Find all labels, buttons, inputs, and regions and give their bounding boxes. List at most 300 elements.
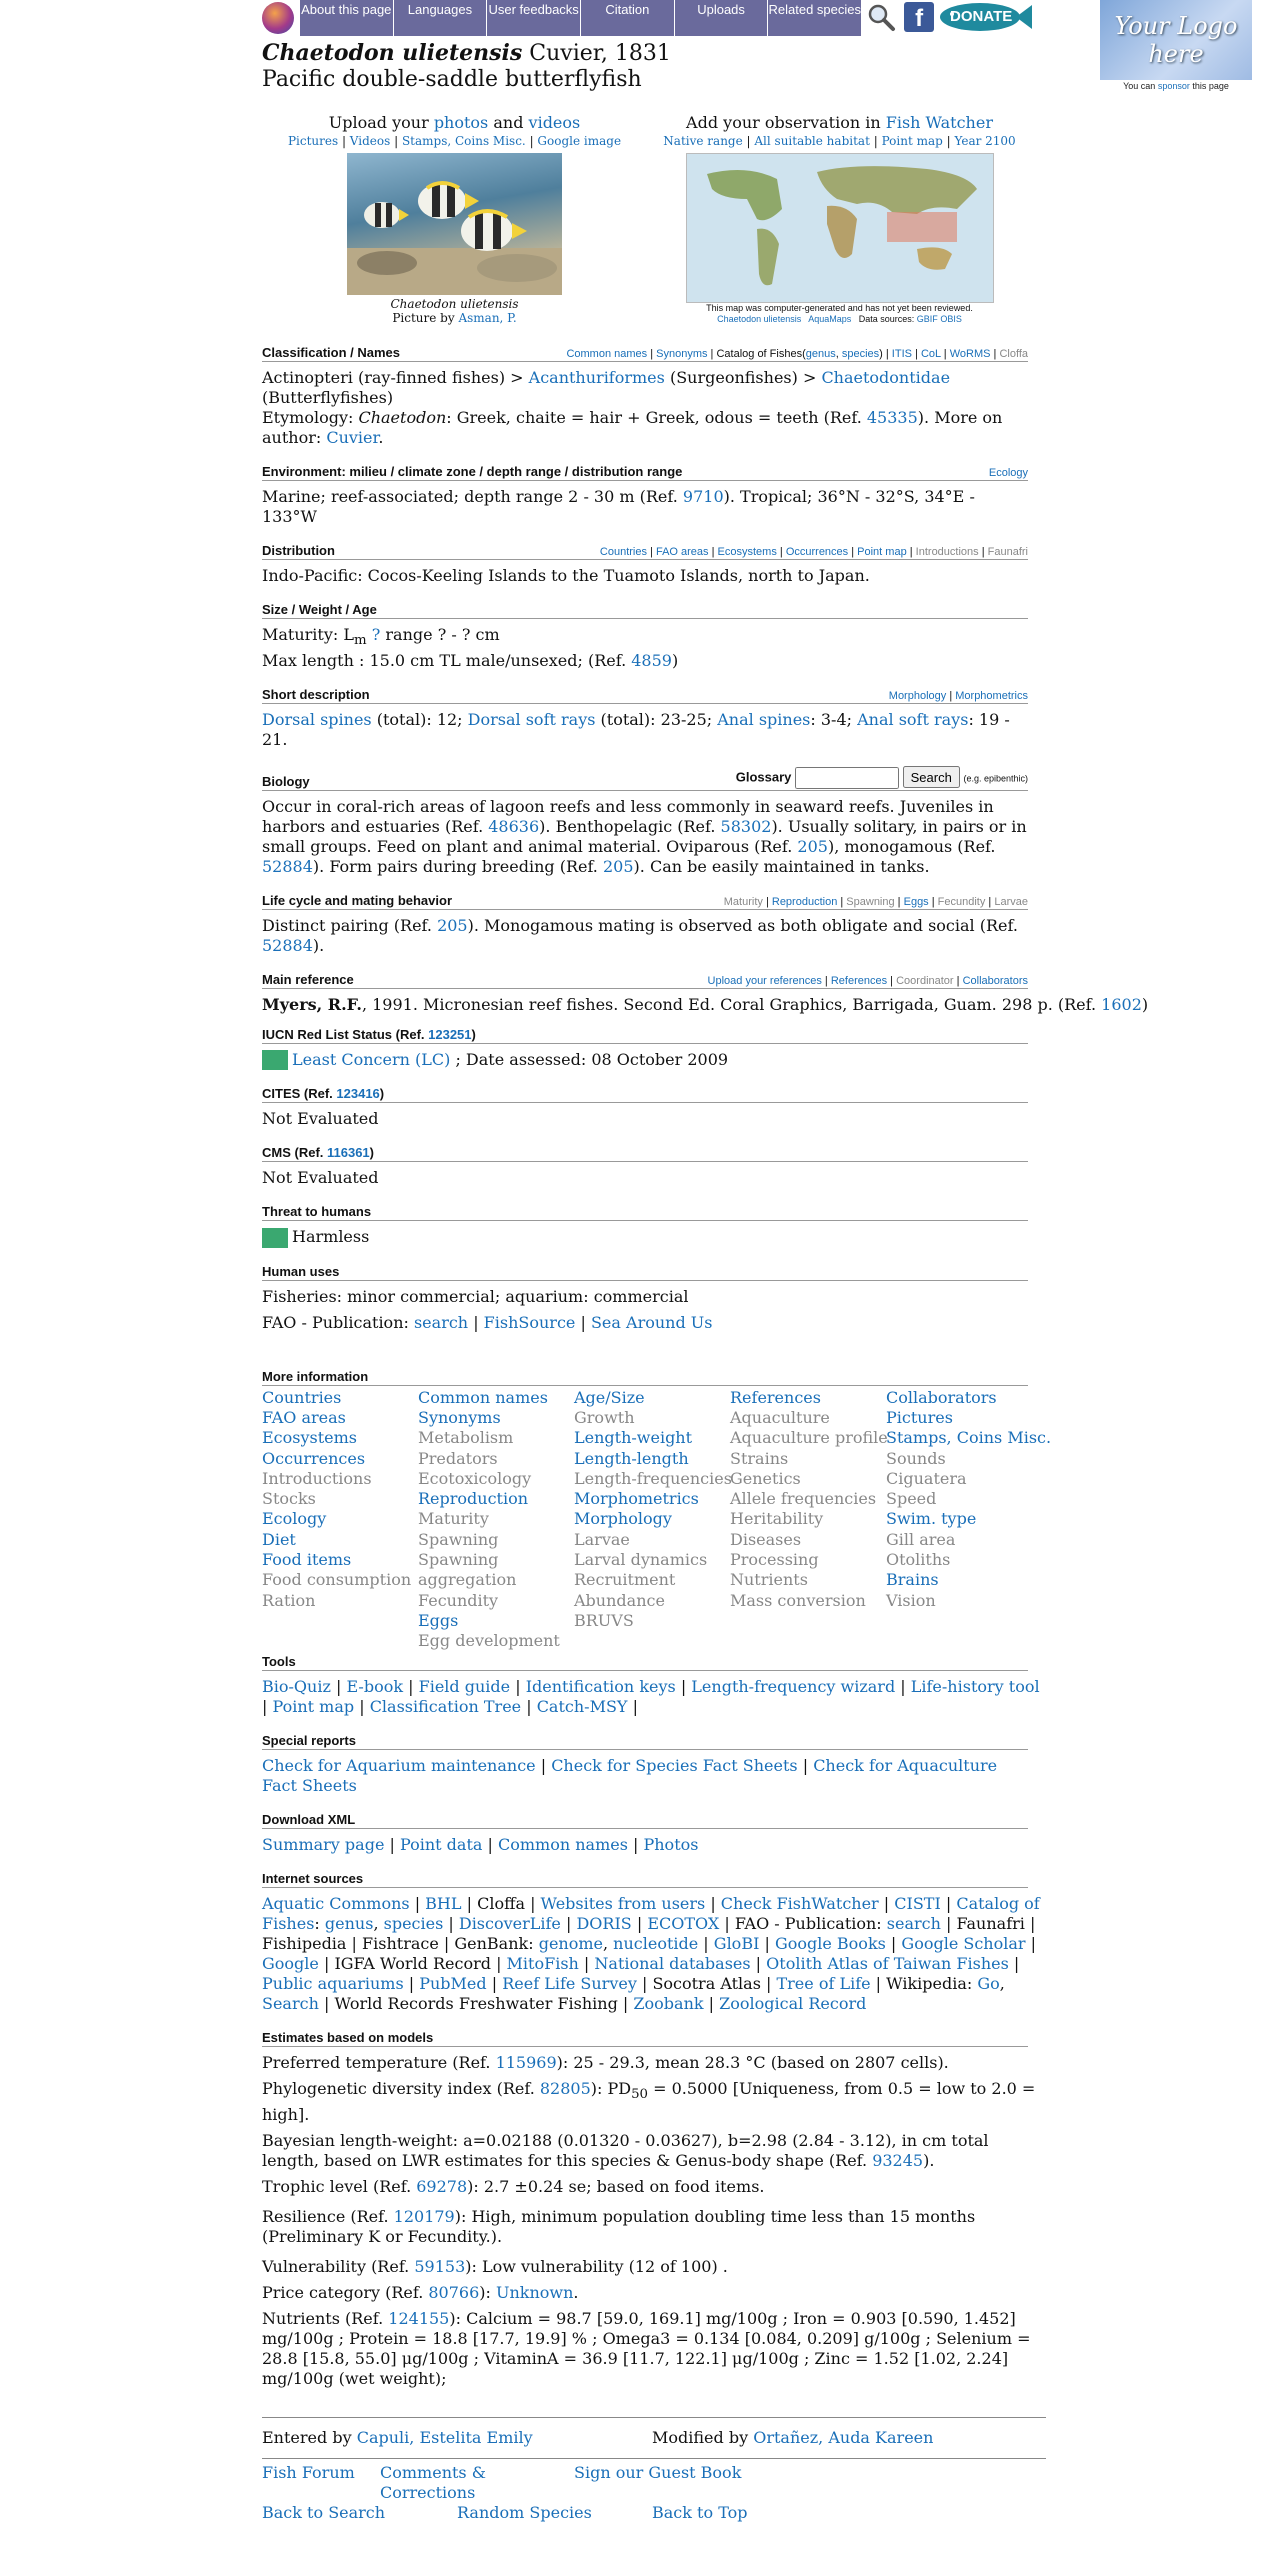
tool-link[interactable]: Life-history tool (910, 1676, 1040, 1696)
more-info-item[interactable]: FAO areas (262, 1407, 346, 1427)
point-map-link[interactable]: Point map (857, 546, 907, 558)
synonyms-link[interactable]: Synonyms (656, 348, 708, 360)
internet-source-link[interactable]: MitoFish (506, 1953, 579, 1973)
more-info-item[interactable]: Countries (262, 1387, 342, 1407)
more-info-item: Ecotoxicology (418, 1468, 532, 1488)
nav-related-species[interactable]: Related species (768, 0, 862, 36)
lifecycle-text: ). Monogamous mating is observed as both obligate and social (Ref. (467, 915, 1018, 935)
est-text: ). (923, 2150, 935, 2170)
est-text: ): 2.7 ±0.24 se; based on food items. (467, 2176, 765, 2196)
internet-source-link[interactable]: Search (262, 1993, 319, 2013)
entered-by-link[interactable]: Capuli, Estelita Emily (356, 2427, 533, 2447)
tool-link[interactable]: Bio-Quiz (262, 1676, 331, 1696)
aquamaps-link[interactable]: AquaMaps (808, 314, 852, 324)
eggs-link[interactable]: Eggs (903, 895, 929, 908)
internet-source-link[interactable]: GloBI (713, 1933, 760, 1953)
aquaculture-fact-sheets-link[interactable]: Check for Aquaculture Fact Sheets (262, 1755, 998, 1795)
section-title: Life cycle and mating behavior (262, 892, 452, 908)
internet-source-text: | (578, 1953, 595, 1973)
more-info-item[interactable]: Common names (418, 1387, 548, 1407)
footer-divider (262, 2458, 1046, 2459)
ref-link[interactable]: 9710 (682, 487, 724, 506)
internet-source-text: | (698, 1933, 714, 1953)
maturity-label: Maturity: L (262, 625, 354, 644)
section-title: Download XML (262, 1811, 356, 1827)
internet-source-text: | (560, 1913, 577, 1933)
short-description-section: Short description Morphology | Morphometrics Dorsal spines (total): 12; Dorsal soft rays (total): 23-25; Anal spines: 3-4; Anal soft rays: 19 - 21. (262, 687, 1028, 750)
iucn-date: ; Date assessed: 08 October 2009 (450, 1049, 729, 1069)
internet-source-text: : (314, 1913, 325, 1933)
donate-button[interactable] (940, 2, 1032, 32)
tool-link[interactable]: Field guide (418, 1676, 511, 1696)
suitable-habitat-link[interactable]: All suitable habitat (754, 134, 870, 148)
biology-text: ). Benthopelagic (Ref. (539, 816, 721, 836)
more-info-item: Fecundity (418, 1590, 499, 1610)
fish-photo[interactable] (347, 153, 562, 295)
tools-section (262, 1653, 1040, 1717)
estimates-section (262, 2029, 1036, 2389)
tool-link[interactable]: E-book (346, 1676, 404, 1696)
internet-source-link[interactable]: nucleotide (613, 1933, 699, 1953)
more-info-column (574, 1388, 730, 1652)
internet-source-text: | (443, 1913, 459, 1933)
section-title: Size / Weight / Age (262, 602, 377, 617)
catalog-genus-link[interactable]: genus (805, 348, 836, 360)
internet-source-text: | (703, 1993, 720, 2013)
more-info-item[interactable]: Synonyms (418, 1407, 501, 1427)
author-link[interactable]: Cuvier (326, 428, 379, 447)
more-info-item[interactable]: Pictures (886, 1407, 953, 1427)
internet-source-text: | (403, 1973, 420, 1993)
internet-source-link[interactable]: search (886, 1913, 941, 1933)
maturity-link: Maturity (723, 895, 763, 908)
internet-source-text: | Socotra Atlas | (636, 1973, 777, 1993)
map-column: Add your observation in Fish Watcher Native range | All suitable habitat | Point map | Year 2100 This map was computer-generated and has not yet been reviewed. Chaetodon ulietensis AquaMaps Data sources: GBIF OBIS (647, 113, 1032, 325)
fishbase-globe-icon[interactable] (262, 2, 294, 34)
pictures-link[interactable]: Pictures (287, 134, 339, 148)
point-data-link[interactable]: Point data (399, 1834, 483, 1854)
morphology-link[interactable]: Morphology (888, 690, 947, 703)
internet-source-link[interactable]: Google Books (774, 1933, 886, 1953)
internet-source-text: | (1008, 1953, 1020, 1973)
section-title: Human uses (262, 1263, 340, 1279)
and-text: and (488, 113, 529, 132)
more-info-item: Recruitment (574, 1570, 676, 1590)
family-link[interactable]: Chaetodontidae (821, 368, 951, 387)
section-title: Short description (262, 687, 370, 703)
more-info-item[interactable]: Ecology (262, 1509, 327, 1529)
videos-link[interactable]: Videos (349, 134, 391, 148)
sea-around-us-link[interactable]: Sea Around Us (590, 1312, 713, 1332)
ref-link[interactable]: 80766 (428, 2282, 480, 2302)
more-info-item[interactable]: References (730, 1387, 821, 1407)
nav-languages[interactable]: Languages (394, 0, 488, 36)
more-info-item: BRUVS (574, 1610, 634, 1630)
internet-source-text: , (603, 1933, 614, 1953)
distribution-map[interactable] (686, 153, 994, 303)
more-info-item: Growth (574, 1407, 635, 1427)
est-text: Preferred temperature (Ref. (262, 2052, 496, 2072)
map-species-link[interactable]: Chaetodon ulietensis (717, 314, 802, 324)
tool-link[interactable]: Point map (272, 1696, 355, 1716)
more-info-item: Speed (886, 1489, 937, 1509)
more-info-item[interactable]: Swim. type (886, 1509, 977, 1529)
guest-book-link[interactable]: Sign our Guest Book (574, 2462, 742, 2482)
cms-section (262, 1145, 1028, 1188)
nav-about[interactable]: About this page (300, 0, 394, 36)
sponsor-link[interactable]: sponsor (1157, 81, 1190, 91)
family-text: (Butterflyfishes) (262, 388, 394, 407)
more-info-item: Abundance (574, 1590, 665, 1610)
more-info-item: Larval dynamics (574, 1550, 708, 1570)
internet-source-link[interactable]: Aquatic Commons (262, 1893, 410, 1913)
year-2100-link[interactable]: Year 2100 (954, 134, 1016, 148)
footer-links-2 (262, 2503, 1032, 2523)
internet-source-text: | Faunafri | Fishipedia | Fishtrace | GenBank: (262, 1913, 1036, 1953)
more-info-item: Aquaculture (730, 1407, 830, 1427)
ref-link[interactable]: 123416 (336, 1086, 380, 1102)
period: . (378, 428, 384, 447)
more-info-item[interactable]: Collaborators (886, 1387, 997, 1407)
anal-soft-rays-link[interactable]: Anal soft rays (857, 710, 969, 730)
xml-photos-link[interactable]: Photos (643, 1834, 699, 1854)
lifecycle-text: ). (312, 935, 325, 955)
ref-link[interactable]: 82805 (539, 2078, 591, 2098)
tool-link[interactable]: Catch-MSY (536, 1696, 628, 1716)
internet-source-link[interactable]: Zoobank (633, 1993, 704, 2013)
distribution-text: Indo-Pacific: Cocos-Keeling Islands to the Tuamoto Islands, north to Japan. (262, 566, 870, 585)
internet-source-link[interactable]: Go (977, 1973, 1000, 1993)
est-text: . (573, 2282, 579, 2302)
internet-source-link[interactable]: Check FishWatcher (720, 1893, 879, 1913)
fao-areas-link[interactable]: FAO areas (655, 546, 709, 558)
internet-source-text: | (878, 1893, 895, 1913)
tool-link[interactable]: Classification Tree (369, 1696, 522, 1716)
top-navigation (262, 0, 1032, 36)
ref-link[interactable]: 120179 (393, 2206, 455, 2226)
internet-source-link[interactable]: ECOTOX (647, 1913, 720, 1933)
photographer-link[interactable]: Asman, P. (458, 311, 517, 325)
more-info-column (730, 1388, 886, 1652)
worms-link[interactable]: WoRMS (949, 348, 991, 360)
paren: ) (379, 1086, 385, 1102)
ref-link[interactable]: 124155 (388, 2308, 450, 2328)
sponsor-caption: You can (1123, 81, 1158, 91)
more-info-item[interactable]: Stamps, Coins Misc. (886, 1428, 1052, 1448)
common-name: Pacific double-saddle butterflyfish (262, 67, 642, 92)
common-names-link[interactable]: Common names (566, 348, 648, 360)
glossary-search-button[interactable]: Search (903, 766, 960, 788)
biology-text: ). Usually solitary, in pairs or in small groups. Feed on plant and animal material. Oviparous (Ref. (262, 816, 1027, 856)
more-info-item: Genetics (730, 1468, 801, 1488)
media-row (262, 113, 1032, 325)
modified-by-link[interactable]: Ortañez, Auda Kareen (753, 2427, 934, 2447)
est-text: Trophic level (Ref. (262, 2176, 417, 2196)
observation-label: Add your observation in (686, 113, 886, 132)
catalog-species-link[interactable]: species (841, 348, 880, 360)
aquarium-maintenance-link[interactable]: Check for Aquarium maintenance (262, 1755, 536, 1775)
internet-source-link[interactable]: Public aquariums (262, 1973, 404, 1993)
more-info-item: Processing (730, 1550, 819, 1570)
class-text: Actinopteri (ray-finned fishes) > (262, 368, 529, 387)
internet-source-text: | (409, 1893, 426, 1913)
more-info-item[interactable]: Morphology (574, 1509, 672, 1529)
ref-link[interactable]: 93245 (872, 2150, 924, 2170)
collaborators-link[interactable]: Collaborators (962, 974, 1028, 987)
ref-link[interactable]: 48636 (488, 816, 540, 836)
stamps-link[interactable]: Stamps, Coins Misc. (401, 134, 526, 148)
morphometrics-link[interactable]: Morphometrics (955, 690, 1028, 703)
more-info-item[interactable]: Occurrences (262, 1448, 366, 1468)
section-title: Environment: milieu / climate zone / depth range / distribution range (262, 464, 683, 479)
footer-credits (262, 2428, 1032, 2448)
introductions-link: Introductions (915, 546, 979, 558)
more-info-item: Strains (730, 1448, 789, 1468)
order-link[interactable]: Acanthuriformes (528, 368, 665, 387)
section-title: Estimates based on models (262, 2029, 434, 2045)
more-information-section (262, 1368, 1052, 1652)
download-xml-section: Download XML Summary page | Point data | Common names | Photos (262, 1812, 1028, 1855)
internet-source-link[interactable]: DiscoverLife (458, 1913, 561, 1933)
internet-source-link[interactable]: Google Scholar (901, 1933, 1026, 1953)
upload-videos-link[interactable]: videos (528, 113, 581, 132)
more-info-item[interactable]: Eggs (418, 1610, 459, 1630)
fish-forum-link[interactable]: Fish Forum (262, 2462, 355, 2482)
maturity-range: range ? - ? cm (380, 625, 500, 644)
facebook-icon[interactable]: f (904, 2, 934, 32)
ref-link[interactable]: 59153 (414, 2256, 466, 2276)
upload-references-link[interactable]: Upload your references (707, 974, 822, 987)
obis-link[interactable]: OBIS (940, 314, 962, 324)
more-info-item: Otoliths (886, 1550, 951, 1570)
environment-text-2: ). Tropical; 36°N - 32°S, 34°E - 133°W (262, 487, 975, 526)
ref-link[interactable]: 52884 (262, 935, 313, 955)
occurrences-link[interactable]: Occurrences (785, 546, 849, 558)
internet-source-link[interactable]: Google (262, 1953, 319, 1973)
threat-text: Harmless (292, 1227, 370, 1247)
section-title: Classification / Names (262, 345, 400, 360)
more-info-item: Egg development (418, 1631, 560, 1651)
fao-label: FAO - Publication: (262, 1312, 414, 1332)
more-info-column (886, 1387, 1052, 1652)
more-info-item: Vision (886, 1590, 936, 1610)
species-title (262, 40, 1032, 67)
internet-source-text: | IGFA World Record | (318, 1953, 507, 1973)
dorsal-soft-rays-value: (total): 23-25; (595, 710, 718, 730)
cites-status: Not Evaluated (262, 1109, 379, 1129)
ecology-link[interactable]: Ecology (988, 467, 1028, 479)
point-map-link[interactable]: Point map (881, 134, 943, 148)
biology-text: ), monogamous (Ref. (827, 836, 996, 856)
internet-source-link[interactable]: DORIS (576, 1913, 632, 1933)
paren: ) (471, 1026, 476, 1042)
etymology-text: : Greek, chaite = hair + Greek, odous = teeth (Ref. (446, 408, 867, 427)
cms-title: CMS (Ref. (262, 1145, 327, 1161)
iucn-status-swatch (262, 1050, 288, 1070)
main-reference-section: Main reference Upload your references | References | Coordinator | Collaborators Myers, R.F., 1991. Micronesian reef fishes. Second Ed. Coral Graphics, Barrigada, Guam. 298 p. (Ref. 1602) (262, 971, 1149, 1014)
classification-section: Classification / Names Common names | Synonyms | Catalog of Fishes(genus, species) | ITIS | CoL | WoRMS | Cloffa Actinopteri (ray-finned fishes) > Acanthuriformes (Surgeonfishes) > Chaetodontidae (Butterflyfishes) Etymology: Chaetodon: Greek, chaite = hair + Greek, odous = teeth (Ref. 45335). More on author: Cuvier. (262, 345, 1028, 447)
itis-link[interactable]: ITIS (891, 348, 912, 360)
internet-source-text: | (486, 1973, 503, 1993)
more-info-item[interactable]: Length-weight (574, 1428, 693, 1448)
iucn-section (262, 1027, 1028, 1071)
environment-section (262, 464, 1028, 527)
sponsor-caption-end: this page (1189, 81, 1229, 91)
more-info-item: Predators (418, 1448, 498, 1468)
maturity-link[interactable]: ? (371, 625, 381, 644)
internet-source-link[interactable]: National databases (594, 1953, 751, 1973)
more-info-item: Mass conversion (730, 1590, 866, 1610)
section-title: Tools (262, 1653, 296, 1669)
fishsource-link[interactable]: FishSource (483, 1312, 576, 1332)
entered-by-label: Entered by (262, 2427, 357, 2447)
internet-source-link[interactable]: species (383, 1913, 444, 1933)
more-info-item: Gill area (886, 1529, 956, 1549)
more-info-item[interactable]: Morphometrics (574, 1489, 699, 1509)
glossary-input[interactable] (795, 767, 899, 789)
more-info-item: Nutrients (730, 1570, 808, 1590)
larvae-link: Larvae (994, 895, 1028, 908)
human-uses-text: Fisheries: minor commercial; aquarium: commercial (262, 1286, 689, 1306)
internet-source-link[interactable]: PubMed (419, 1973, 487, 1993)
internet-source-text: | (759, 1933, 775, 1953)
dorsal-soft-rays-link[interactable]: Dorsal soft rays (467, 710, 596, 730)
section-title: Special reports (262, 1732, 356, 1748)
biology-text: ). Can be easily maintained in tanks. (633, 856, 930, 876)
ecosystems-link[interactable]: Ecosystems (717, 546, 777, 558)
back-to-search-link[interactable]: Back to Search (262, 2502, 386, 2522)
est-text: Price category (Ref. (262, 2282, 429, 2302)
more-info-item[interactable]: Reproduction (418, 1489, 529, 1509)
references-link[interactable]: References (830, 974, 888, 987)
ref-link[interactable]: 1602 (1101, 994, 1142, 1014)
ref-link[interactable]: 205 (797, 836, 828, 856)
special-reports-section: Special reports Check for Aquarium maintenance | Check for Species Fact Sheets | Check for Aquaculture Fact Sheets (262, 1733, 1028, 1796)
tool-link[interactable]: Identification keys (525, 1676, 676, 1696)
picture-by-label: Picture by (392, 311, 459, 325)
nav-uploads[interactable]: Uploads (675, 0, 769, 36)
internet-source-link[interactable]: CISTI (894, 1893, 941, 1913)
size-section (262, 602, 1028, 671)
lifecycle-text: Distinct pairing (Ref. (262, 915, 438, 935)
ref-link[interactable]: 58302 (720, 816, 772, 836)
reproduction-link[interactable]: Reproduction (771, 895, 838, 908)
est-text: ): Calcium = 98.7 [59.0, 169.1] mg/100g ; Iron = 0.903 [0.590, 1.452] mg/100g ; Protein = 18.8 [17.7, 19.9] % ; Omega3 = 0.134 [0.084, 0.209] g/100g ; Selenium = 28.8 [15.8, 55.0] μg/100g ; VitaminA = 36.9 [11.7, 122.1] μg/100g ; Zinc = 1.52 [1.02, 2.24] mg/100g (wet weight); (262, 2308, 1031, 2388)
human-uses-section: Human uses Fisheries: minor commercial; aquarium: commercial FAO - Publication: search | FishSource | Sea Around Us (262, 1264, 1028, 1333)
internet-source-link[interactable]: Catalog of Fishes (262, 1893, 1040, 1933)
google-image-link[interactable]: Google image (537, 134, 622, 148)
ref-link[interactable]: 52884 (262, 856, 313, 876)
fao-search-link[interactable]: search (413, 1312, 469, 1332)
est-text: ): 25 - 29.3, mean 28.3 °C (based on 2807 cells). (556, 2052, 949, 2072)
ref-link[interactable]: 45335 (866, 408, 918, 427)
back-to-top-link[interactable]: Back to Top (652, 2502, 748, 2522)
tool-link[interactable]: Length-frequency wizard (691, 1676, 896, 1696)
ref-link[interactable]: 123251 (428, 1026, 472, 1042)
more-info-item[interactable]: Ecosystems (262, 1428, 358, 1448)
countries-link[interactable]: Countries (599, 546, 647, 558)
iucn-status-link[interactable]: Least Concern (LC) (292, 1049, 451, 1069)
internet-source-link[interactable]: genome (538, 1933, 603, 1953)
internet-source-link[interactable]: genus (324, 1913, 374, 1933)
xml-common-names-link[interactable]: Common names (497, 1834, 628, 1854)
ref-link[interactable]: 69278 (416, 2176, 468, 2196)
more-info-item: Aquaculture profile (730, 1428, 888, 1448)
internet-source-text: | (631, 1913, 648, 1933)
spawning-link: Spawning (846, 895, 895, 908)
internet-source-link[interactable]: BHL (425, 1893, 462, 1913)
species-fact-sheets-link[interactable]: Check for Species Fact Sheets (551, 1755, 798, 1775)
internet-source-link[interactable]: Websites from users (540, 1893, 706, 1913)
internet-source-link[interactable]: Zoological Record (719, 1993, 867, 2013)
more-info-item: Sounds (886, 1448, 946, 1468)
internet-source-text: | Cloffa | (461, 1893, 541, 1913)
est-text: Phylogenetic diversity index (Ref. (262, 2078, 540, 2098)
col-link[interactable]: CoL (920, 348, 941, 360)
faunafri-link: Faunafri (987, 546, 1028, 558)
gbif-link[interactable]: GBIF (916, 314, 938, 324)
random-species-link[interactable]: Random Species (457, 2502, 592, 2522)
ref-link[interactable]: 205 (437, 915, 468, 935)
upload-label: Upload your (328, 113, 434, 132)
species-author: Cuvier, 1831 (529, 41, 671, 66)
internet-source-text: | (750, 1953, 767, 1973)
nav-user-feedbacks[interactable]: User feedbacks (487, 0, 581, 36)
ref-link[interactable]: 205 (602, 856, 634, 876)
internet-source-link[interactable]: Tree of Life (776, 1973, 871, 1993)
paren: ) (671, 651, 679, 671)
more-info-item[interactable]: Brains (886, 1570, 939, 1590)
summary-page-link[interactable]: Summary page (262, 1834, 385, 1854)
more-info-item[interactable]: Age/Size (574, 1387, 645, 1407)
max-length-text: Max length : 15.0 cm TL male/unsexed; (Ref. (262, 651, 632, 671)
ref-link[interactable]: 115969 (495, 2052, 557, 2072)
modified-by-label: Modified by (652, 2427, 754, 2447)
comments-corrections-link[interactable]: Comments & Corrections (380, 2462, 486, 2502)
more-info-item: Ration (262, 1590, 316, 1610)
section-title: Internet sources (262, 1870, 364, 1886)
distribution-section: Distribution Countries | FAO areas | Ecosystems | Occurrences | Point map | Introductions | Faunafri Indo-Pacific: Cocos-Keeling Islands to the Tuamoto Islands, north to Japan. (262, 543, 1028, 585)
more-info-item[interactable]: Diet (262, 1529, 296, 1549)
native-range-link[interactable]: Native range (663, 134, 743, 148)
nav-citation[interactable]: Citation (581, 0, 675, 36)
more-info-item: Introductions (262, 1468, 372, 1488)
internet-source-link[interactable]: Reef Life Survey (502, 1973, 637, 1993)
more-info-item[interactable]: Length-length (574, 1448, 689, 1468)
search-icon[interactable] (866, 2, 896, 32)
internet-source-link[interactable]: Otolith Atlas of Taiwan Fishes (766, 1953, 1009, 1973)
footer-links-1 (262, 2463, 1032, 2503)
sponsor-block (1100, 0, 1252, 91)
ref-link[interactable]: 4859 (631, 651, 672, 671)
etymology-genus: Chaetodon (358, 408, 447, 427)
etymology-label: Etymology: (262, 408, 359, 427)
price-category-link[interactable]: Unknown (496, 2282, 574, 2302)
ref-link[interactable]: 116361 (327, 1145, 370, 1161)
dorsal-spines-link[interactable]: Dorsal spines (262, 710, 372, 730)
anal-spines-link[interactable]: Anal spines (717, 710, 811, 730)
upload-photos-link[interactable]: photos (433, 113, 489, 132)
sponsor-logo-box[interactable]: Your Logo here (1100, 0, 1252, 80)
dorsal-spines-value: (total): 12; (371, 710, 468, 730)
threat-section (262, 1204, 1028, 1248)
etymology-more: ). More on author: (262, 408, 1003, 447)
fish-watcher-link[interactable]: Fish Watcher (885, 113, 993, 132)
reference-text: , 1991. Micronesian reef fishes. Second Ed. Coral Graphics, Barrigada, Guam. 298 p. (Ref. (361, 994, 1102, 1014)
picture-column: Upload your photos and videos Pictures | Videos | Stamps, Coins Misc. | Google image Chaetodon ulietensis Picture by Asman, P. (287, 113, 622, 325)
internet-links (262, 1894, 1042, 2014)
more-info-item[interactable]: Food items (262, 1550, 352, 1570)
